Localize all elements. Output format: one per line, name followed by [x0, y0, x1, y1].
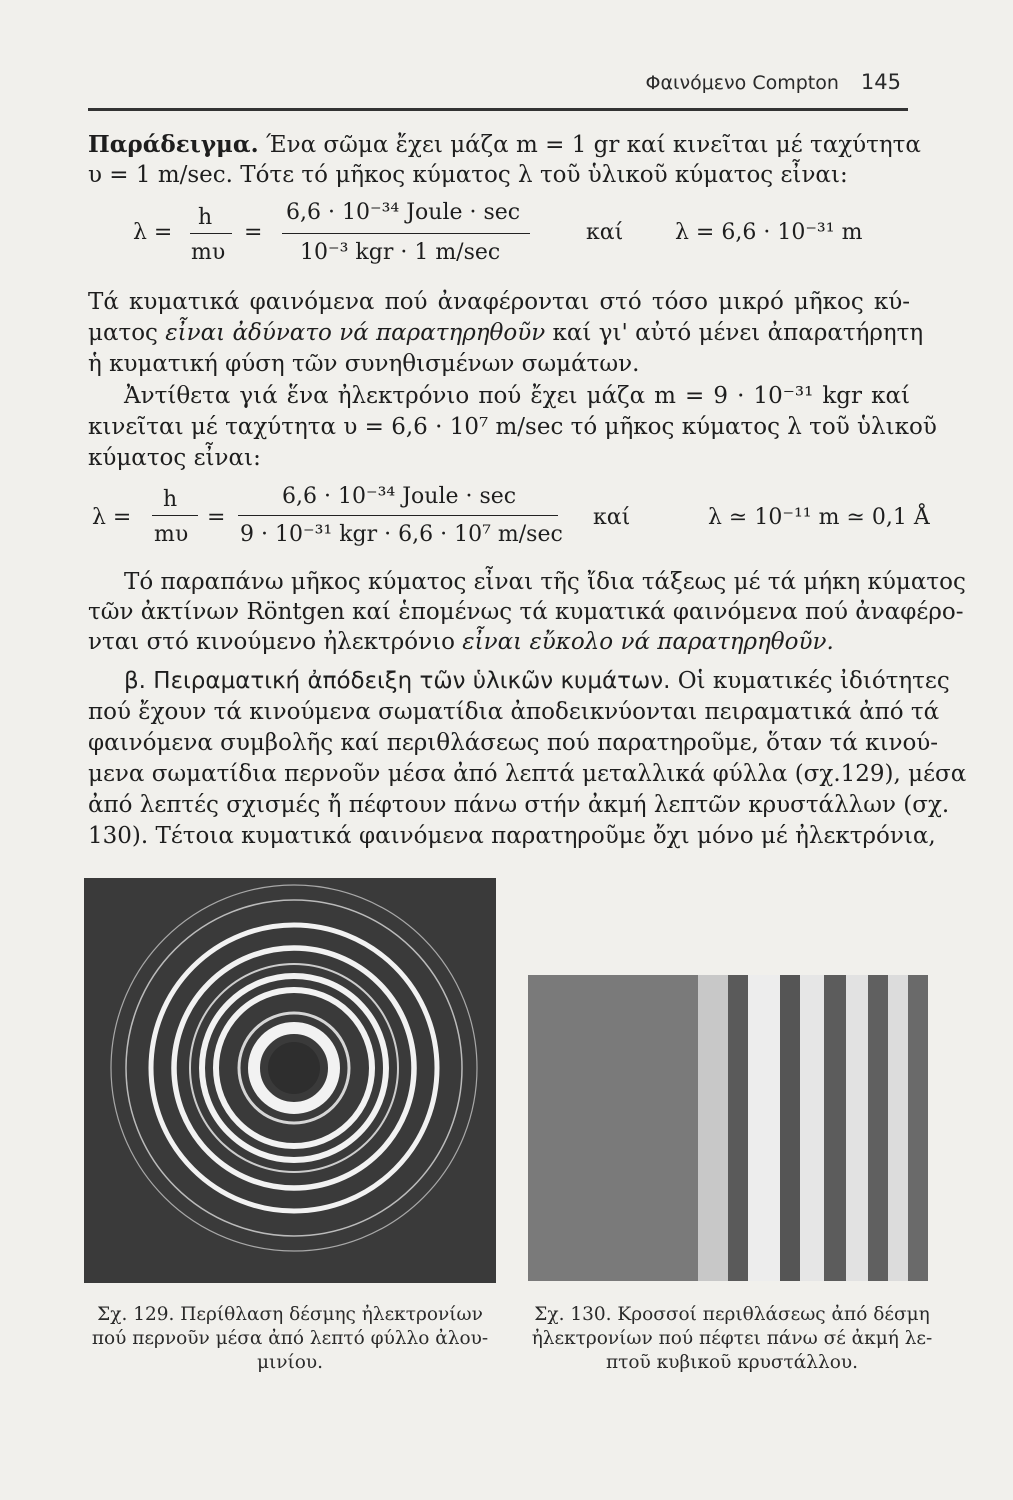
para2-text: ματος [88, 320, 166, 346]
eq1-f1-num: h [198, 205, 213, 230]
section-line-1 [124, 666, 950, 696]
eq2-f1-den: mυ [154, 522, 189, 547]
fig130-caption-line-3: πτοῦ κυβικοῦ κρυστάλλου. [606, 1352, 858, 1373]
para4-line-1: Τό παραπάνω μῆκος κύματος εἶναι τῆς ἴδια τάξεως μέ τά μήκη κύματος [124, 569, 966, 595]
para2-line-1: Τά κυματικά φαινόμενα πού ἀναφέρονται στό τόσο μικρό μῆκος κύ- [88, 289, 910, 315]
eq2-result: λ ≃ 10⁻¹¹ m ≃ 0,1 Å [708, 505, 930, 530]
figure-130-crystal-fringes [528, 975, 928, 1281]
para3-line-1: Ἀντίθετα γιά ἕνα ἠλεκτρόνιο πού ἔχει μάζα m = 9 · 10⁻³¹ kgr καί [124, 383, 910, 409]
figure-130-caption [522, 1303, 942, 1375]
eq2-kai: καί [593, 505, 631, 530]
eq1-f2-bar [282, 233, 530, 234]
eq1-f2-den: 10⁻³ kgr · 1 m/sec [300, 240, 501, 265]
rings-graphic [84, 878, 496, 1283]
fig129-caption-line-2: πού περνοῦν μέσα ἀπό λεπτό φύλλο ἀλου- [91, 1328, 489, 1349]
eq2-eq: = [207, 505, 226, 530]
section-line-2: πού ἔχουν τά κινούμενα σωματίδια ἀποδεικνύονται πειραματικά ἀπό τά [88, 699, 940, 725]
header-title: Φαινόμενο Compton [645, 72, 839, 94]
fig129-caption-line-3: μινίου. [256, 1352, 324, 1373]
para4-text: νται στό κινούμενο ἠλεκτρόνιο [88, 629, 463, 655]
para4-line-3 [88, 627, 910, 657]
section-line-5: ἀπό λεπτές σχισμές ἤ πέφτουν πάνω στήν ἀκμή λεπτῶν κρυστάλλων (σχ. [88, 792, 950, 818]
para3-line-2: κινεῖται μέ ταχύτητα υ = 6,6 · 10⁷ m/sec τό μῆκος κύματος λ τοῦ ὑλικοῦ [88, 414, 937, 440]
para2-text-post: καί γι' αὐτό μένει ἀπαρατήρητη [545, 320, 924, 346]
example-line-2: υ = 1 m/sec. Τότε τό μῆκος κύματος λ τοῦ ὑλικοῦ κύματος εἶναι: [88, 162, 848, 188]
section-line-6: 130). Τέτοια κυματικά φαινόμενα παρατηροῦμε ὄχι μόνο μέ ἠλεκτρόνια, [88, 823, 936, 849]
example-text-1: Ένα σῶμα ἔχει μάζα m = 1 gr καί κινεῖται μέ ταχύτητα [258, 132, 921, 158]
eq2-f2-den: 9 · 10⁻³¹ kgr · 6,6 · 10⁷ m/sec [240, 522, 563, 547]
page-number: 145 [860, 70, 901, 94]
para4-line-2: τῶν ἀκτίνων Röntgen καί ἑπομένως τά κυματικά φαινόμενα πού ἀναφέρο- [88, 599, 964, 625]
figure-129-diffraction-rings [84, 878, 496, 1283]
eq1-result: λ = 6,6 · 10⁻³¹ m [675, 220, 863, 245]
eq2-f2-num: 6,6 · 10⁻³⁴ Joule · sec [282, 484, 517, 509]
section-text-1: Οἱ κυματικές ἰδιότητες [670, 668, 950, 694]
running-header [646, 70, 901, 94]
fig130-caption-line-1: Σχ. 130. Κροσσοί περιθλάσεως ἀπό δέσμη [534, 1304, 930, 1325]
para2-line-2 [88, 318, 924, 348]
eq2-f1-num: h [163, 487, 178, 512]
fringes-graphic [528, 975, 928, 1281]
eq2-f1-bar [152, 515, 198, 516]
example-lead: Παράδειγμα. [88, 131, 259, 158]
example-line-1 [88, 130, 921, 160]
eq1-f2-num: 6,6 · 10⁻³⁴ Joule · sec [286, 200, 521, 225]
eq1-f1-bar [190, 233, 232, 234]
fig130-caption-line-2: ἠλεκτρονίων πού πέφτει πάνω σέ ἀκμή λε- [531, 1328, 933, 1349]
para2-italic: εἶναι ἀδύνατο νά παρατηρηθοῦν [165, 320, 546, 346]
eq1-kai: καί [586, 220, 624, 245]
eq2-f2-bar [238, 515, 558, 516]
eq1-f1-den: mυ [191, 240, 226, 265]
section-title: β. Πειραματική ἀπόδειξη τῶν ὑλικῶν κυμάτων. [124, 668, 671, 694]
para3-line-3: κύματος εἶναι: [88, 445, 261, 471]
para4-italic: εἶναι εὔκολο νά παρατηρηθοῦν. [462, 629, 834, 655]
para2-line-3: ἡ κυματική φύση τῶν συνηθισμένων σωμάτων. [88, 351, 640, 377]
fig129-caption-line-1: Σχ. 129. Περίθλαση δέσμης ἠλεκτρονίων [97, 1304, 483, 1325]
section-line-3: φαινόμενα συμβολῆς καί περιθλάσεως πού παρατηροῦμε, ὅταν τά κινού- [88, 730, 939, 756]
eq1-eq: = [244, 220, 263, 245]
figure-129-caption [80, 1303, 500, 1375]
section-line-4: μενα σωματίδια περνοῦν μέσα ἀπό λεπτά μεταλλικά φύλλα (σχ.129), μέσα [88, 761, 967, 787]
header-rule [88, 108, 908, 111]
eq2-lhs: λ = [92, 505, 132, 530]
eq1-lhs: λ = [133, 220, 173, 245]
